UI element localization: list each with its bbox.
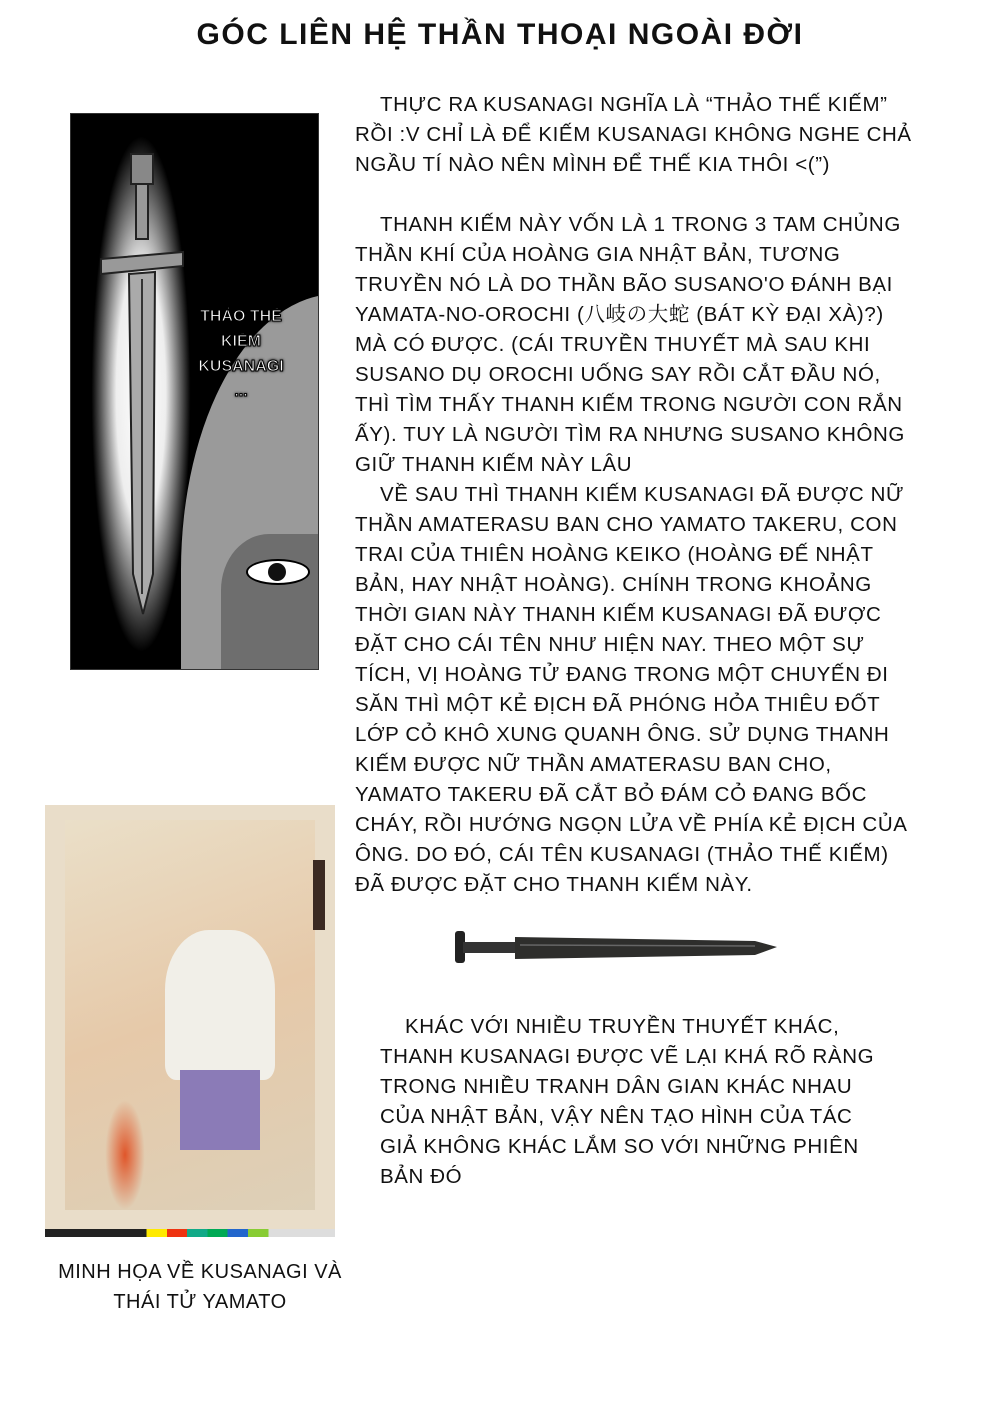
text-line: RỒI :V CHỈ LÀ ĐỂ KIẾM KUSANAGI KHÔNG NGHE CHẢ <box>355 123 912 146</box>
print-caption <box>20 1257 380 1317</box>
text-line: THANH KUSANAGI ĐƯỢC VẼ LẠI KHÁ RÕ RÀNG <box>380 1045 875 1068</box>
text-line: KHÁC VỚI NHIỀU TRUYỀN THUYẾT KHÁC, <box>405 1015 840 1038</box>
caption-line: THẢO THẾ <box>200 308 282 325</box>
text-line: LỚP CỎ KHÔ XUNG QUANH ÔNG. SỬ DỤNG THANH <box>355 723 890 746</box>
kusanagi-sword-photo <box>455 925 780 970</box>
text-line: THẦN KHÍ CỦA HOÀNG GIA NHẬT BẢN, TƯƠNG <box>355 243 841 266</box>
text-line: BẢN, HAY NHẬT HOÀNG). CHÍNH TRONG KHOẢNG <box>355 573 872 596</box>
text-line: THANH KIẾM NÀY VỐN LÀ 1 TRONG 3 TAM CHỦNG <box>380 213 901 236</box>
woodblock-print-image <box>45 805 335 1237</box>
text-line: THÌ TÌM THẤY THANH KIẾM TRONG NGƯỜI CON RẮN <box>355 393 903 416</box>
text-line: YAMATA-NO-OROCHI (八岐の大蛇 (BÁT KỲ ĐẠI XÀ)?) <box>355 303 884 326</box>
text-line: THẦN AMATERASU BAN CHO YAMATO TAKERU, CON <box>355 513 898 536</box>
figure-hakama-illustration <box>180 1070 260 1150</box>
text-line: CỦA NHẬT BẢN, VẬY NÊN TẠO HÌNH CỦA TÁC <box>380 1105 853 1128</box>
text-line: TÍCH, VỊ HOÀNG TỬ ĐANG TRONG MỘT CHUYẾN ĐI <box>355 663 889 686</box>
text-line: THỰC RA KUSANAGI NGHĨA LÀ “THẢO THẾ KIẾM” <box>380 93 888 116</box>
text-line: THỜI GIAN NÀY THANH KIẾM KUSANAGI ĐÃ ĐƯỢC <box>355 603 882 626</box>
text-line: VỀ SAU THÌ THANH KIẾM KUSANAGI ĐÃ ĐƯỢC NỮ <box>380 483 905 506</box>
face-shadow <box>221 534 319 670</box>
main-article-text <box>355 90 912 900</box>
text-line: NGẦU TÍ NÀO NÊN MÌNH ĐỂ THẾ KIA THÔI <(”) <box>355 153 831 176</box>
caption-line: KUSANAGI <box>198 358 284 375</box>
print-caption-line: MINH HỌA VỀ KUSANAGI VÀ <box>58 1261 342 1283</box>
text-line: BẢN ĐÓ <box>380 1165 463 1188</box>
text-line: YAMATO TAKERU ĐÃ CẮT BỎ ĐÁM CỎ ĐANG BỐC <box>355 783 868 806</box>
manga-panel-image <box>70 113 319 670</box>
text-line: ẤY). TUY LÀ NGƯỜI TÌM RA NHƯNG SUSANO KHÔNG <box>355 423 905 446</box>
secondary-article-text <box>380 1012 874 1192</box>
text-line: CHÁY, RỒI HƯỚNG NGỌN LỬA VỀ PHÍA KẺ ĐỊCH CỦA <box>355 813 908 836</box>
caption-line: ... <box>234 383 248 400</box>
text-line: TRUYỀN NÓ LÀ DO THẦN BÃO SUSANO'O ĐÁNH BẠI <box>355 273 893 296</box>
print-title-cartouche <box>313 860 325 930</box>
text-line: TRAI CỦA THIÊN HOÀNG KEIKO (HOÀNG ĐẾ NHẬT <box>355 543 874 566</box>
page-title: GÓC LIÊN HỆ THẦN THOẠI NGOÀI ĐỜI <box>196 18 804 51</box>
text-line: ĐÃ ĐƯỢC ĐẶT CHO THANH KIẾM NÀY. <box>355 873 753 896</box>
print-paper <box>65 820 315 1210</box>
text-line: GIẢ KHÔNG KHÁC LẮM SO VỚI NHỮNG PHIÊN <box>380 1135 859 1158</box>
text-line: ĐẶT CHO CÁI TÊN NHƯ HIỆN NAY. THEO MỘT SỰ <box>355 633 865 656</box>
text-line <box>355 180 912 210</box>
eye-illustration <box>246 559 310 585</box>
text-line: SUSANO DỤ OROCHI UỐNG SAY RỒI CẮT ĐẦU NÓ, <box>355 363 881 386</box>
fire-illustration <box>105 1100 145 1210</box>
text-line: GIỮ THANH KIẾM NÀY LÂU <box>355 453 633 476</box>
text-line: KIẾM ĐƯỢC NỮ THẦN AMATERASU BAN CHO, <box>355 753 832 776</box>
text-line: ÔNG. DO ĐÓ, CÁI TÊN KUSANAGI (THẢO THẾ KIẾM) <box>355 843 889 866</box>
text-line: TRONG NHIỀU TRANH DÂN GIAN KHÁC NHAU <box>380 1075 853 1098</box>
figure-robe-illustration <box>165 930 275 1080</box>
panel-speech-caption <box>181 304 301 404</box>
text-line: SĂN THÌ MỘT KẺ ĐỊCH ĐÃ PHÓNG HỎA THIÊU ĐỐT <box>355 693 881 716</box>
print-caption-line: THÁI TỬ YAMATO <box>113 1291 287 1313</box>
color-calibration-bar <box>45 1229 335 1237</box>
text-line: MÀ CÓ ĐƯỢC. (CÁI TRUYỀN THUYẾT MÀ SAU KHI <box>355 333 871 356</box>
caption-line: KIẾM <box>221 333 261 350</box>
glowing-sword-icon <box>91 134 191 654</box>
